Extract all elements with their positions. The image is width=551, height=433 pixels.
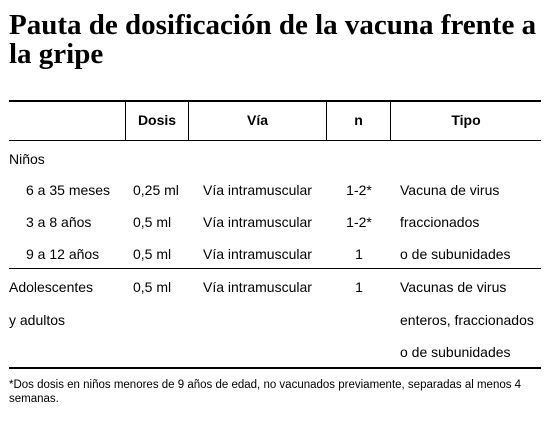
group-label-adultos-line1: Adolescentes xyxy=(9,279,94,295)
dose-cell: 0,5 ml xyxy=(133,246,172,262)
n-cell: 1-2* xyxy=(346,214,372,230)
header-bottom-rule xyxy=(9,140,541,141)
route-cell: Vía intramuscular xyxy=(203,246,312,262)
n-cell: 1 xyxy=(355,279,363,295)
dose-cell: 0,25 ml xyxy=(133,182,179,198)
type-cell-line3: o de subunidades xyxy=(400,344,511,360)
header-n: n xyxy=(326,101,390,140)
group-label-adultos-line2: y adultos xyxy=(9,312,66,328)
header-via: Vía xyxy=(188,101,326,140)
table-bottom-rule xyxy=(9,367,541,369)
route-cell: Vía intramuscular xyxy=(203,182,312,198)
group-label-ninos: Niños xyxy=(9,151,45,167)
dose-cell: 0,5 ml xyxy=(133,279,172,295)
footnote: *Dos dosis en niños menores de 9 años de edad, no vacunados previamente, separadas al menos 4 semanas. xyxy=(9,379,522,405)
page-title: Pauta de dosificación de la vacuna frente a la gripe xyxy=(9,9,537,70)
age-cell: 9 a 12 años xyxy=(26,246,100,262)
header-dosis: Dosis xyxy=(125,101,188,140)
type-cell-line1: Vacunas de virus xyxy=(400,279,507,295)
route-cell: Vía intramuscular xyxy=(203,279,312,295)
header-tipo: Tipo xyxy=(390,101,541,140)
group-divider-rule xyxy=(9,268,541,269)
type-cell: fraccionados xyxy=(400,214,480,230)
dose-cell: 0,5 ml xyxy=(133,214,172,230)
n-cell: 1 xyxy=(355,246,363,262)
age-cell: 3 a 8 años xyxy=(26,214,92,230)
route-cell: Vía intramuscular xyxy=(203,214,312,230)
type-cell: Vacuna de virus xyxy=(400,182,500,198)
type-cell-line2: enteros, fraccionados xyxy=(400,312,534,328)
type-cell: o de subunidades xyxy=(400,246,511,262)
header-empty xyxy=(9,101,125,140)
age-cell: 6 a 35 meses xyxy=(26,182,111,198)
n-cell: 1-2* xyxy=(346,182,372,198)
